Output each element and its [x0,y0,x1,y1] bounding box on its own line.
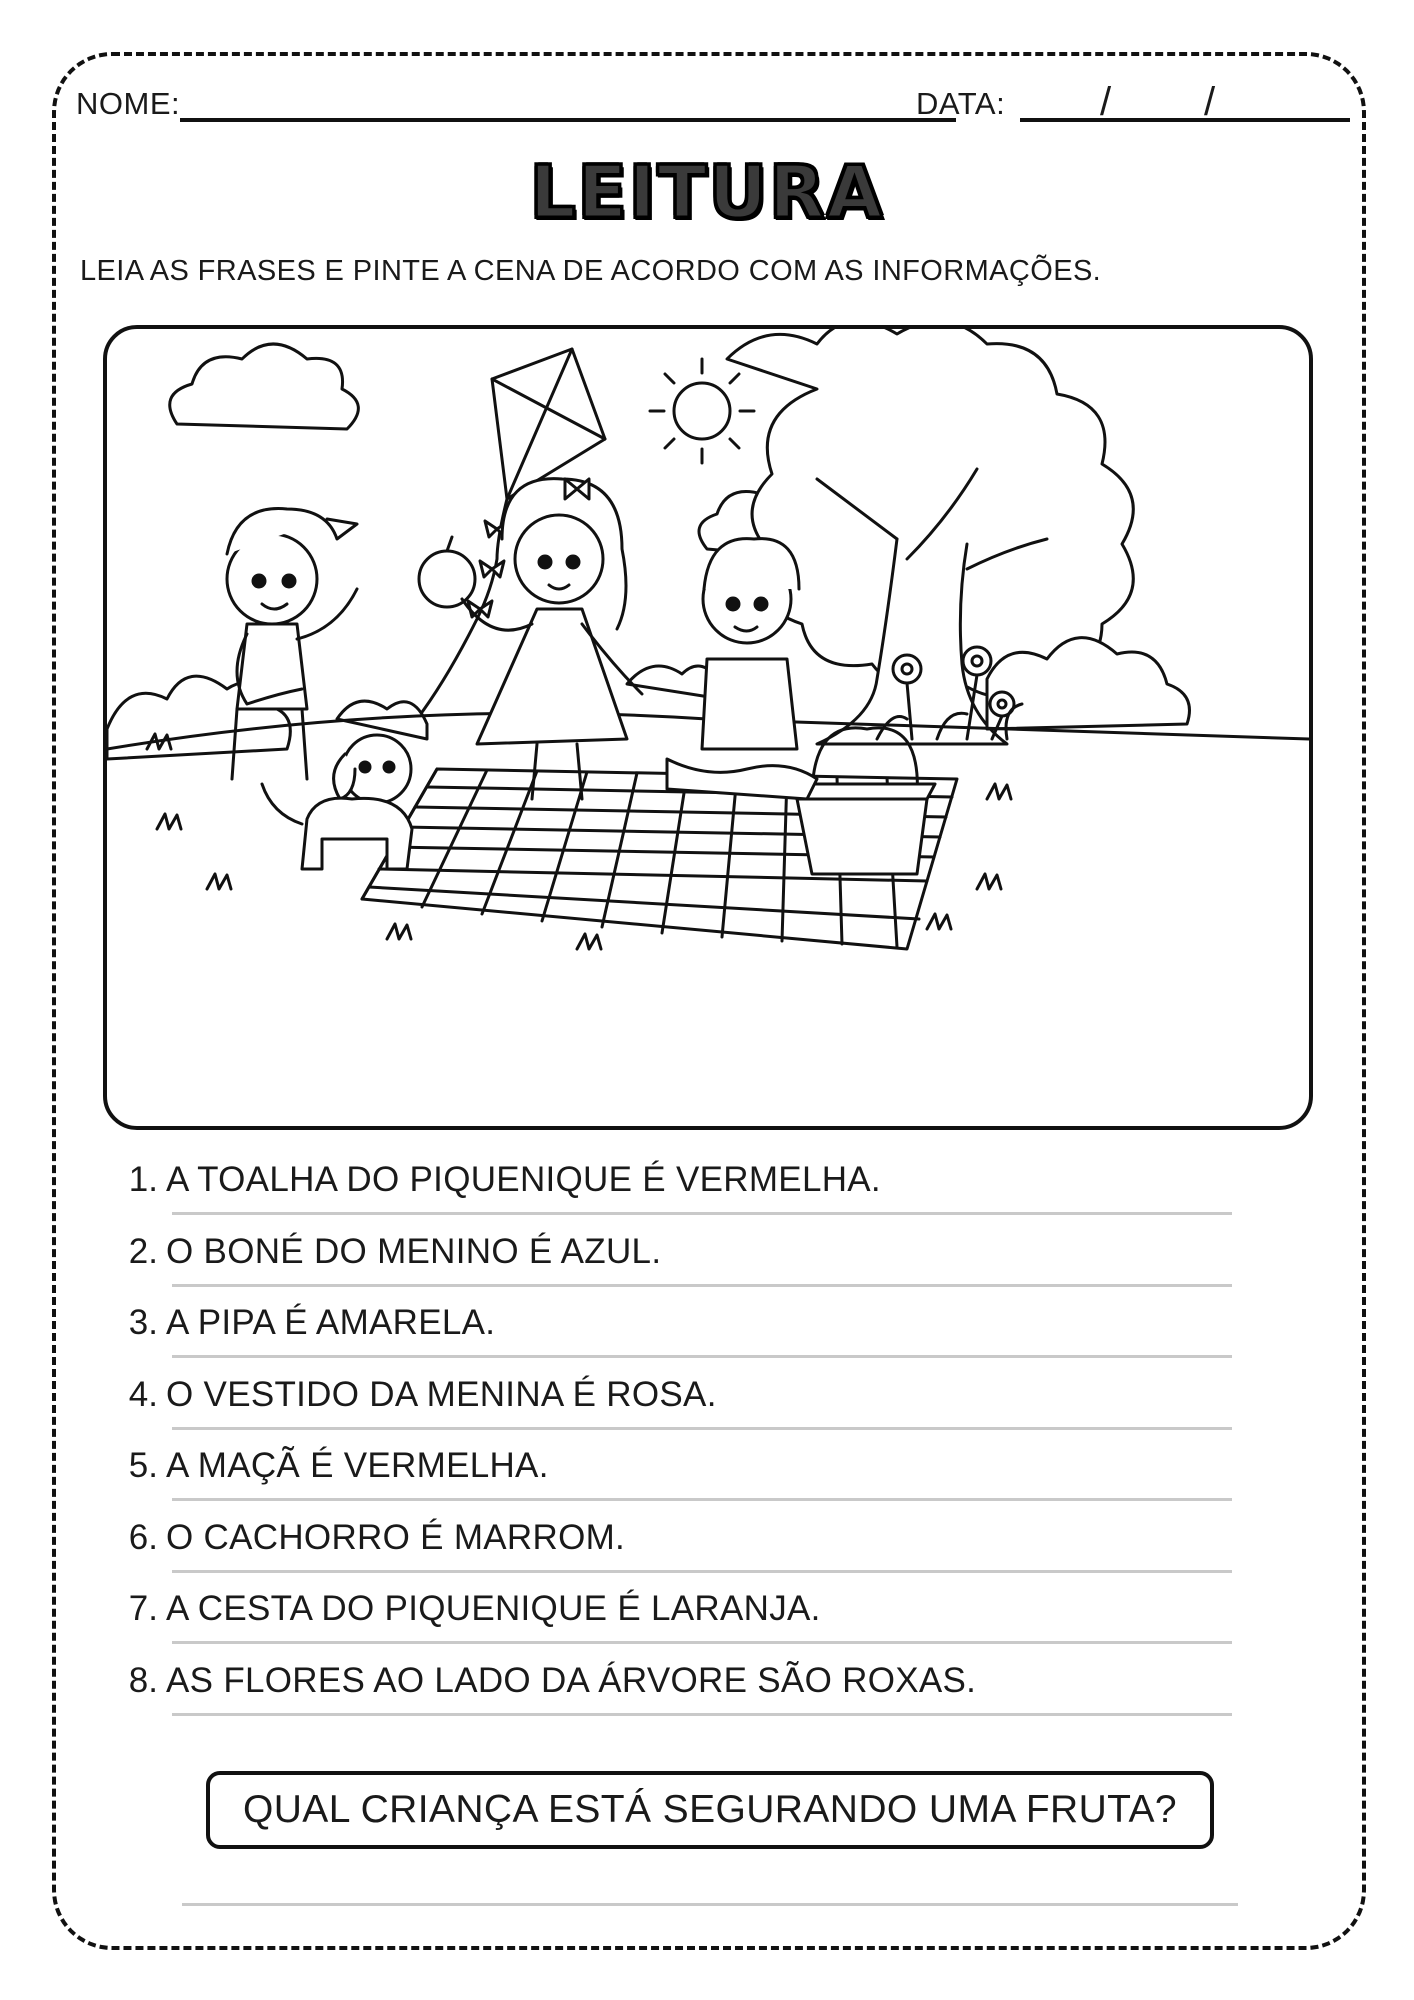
list-number: 6. [128,1517,158,1557]
list-item [110,1446,1230,1518]
sentence-text: O CACHORRO É MARROM. [166,1517,626,1557]
date-separator-1: / [1100,80,1112,124]
writing-line [172,1641,1232,1644]
list-item [110,1375,1230,1447]
writing-line [172,1427,1232,1430]
sentence-text: A TOALHA DO PIQUENIQUE É VERMELHA. [166,1160,881,1199]
writing-line [172,1498,1232,1501]
list-item [110,1589,1230,1661]
list-number: 5. [128,1446,158,1485]
dog-icon [262,735,412,869]
list-item [110,1661,1230,1733]
name-field[interactable] [180,118,956,122]
list-number: 8. [128,1660,158,1700]
sentence-text: A PIPA É AMARELA. [166,1303,496,1342]
date-field[interactable] [1020,118,1350,122]
writing-line [172,1570,1232,1573]
list-number: 4. [128,1374,158,1414]
list-number: 2. [128,1231,158,1271]
header-row [76,82,1346,126]
list-number: 3. [128,1303,158,1342]
list-number: 1. [128,1160,158,1199]
sentence-text: O BONÉ DO MENINO É AZUL. [166,1231,662,1271]
sentence-list [110,1160,1230,1732]
list-item [110,1160,1230,1232]
instructions: LEIA AS FRASES E PINTE A CENA DE ACORDO COM AS INFORMAÇÕES. [80,255,1102,287]
date-label: DATA: [916,86,1006,121]
cloud-left-icon [170,344,359,429]
page-title: LEITURA [529,150,885,234]
apple-icon [419,551,475,607]
girl-with-apple-icon [419,479,642,799]
writing-line [172,1284,1232,1287]
list-item [110,1232,1230,1304]
question-box: QUAL CRIANÇA ESTÁ SEGURANDO UMA FRUTA? [206,1771,1214,1849]
picnic-scene-frame [103,325,1313,1130]
sentence-text: AS FLORES AO LADO DA ÁRVORE SÃO ROXAS. [166,1660,977,1700]
sentence-text: A CESTA DO PIQUENIQUE É LARANJA. [166,1589,821,1628]
writing-line [172,1713,1232,1716]
sentence-text: O VESTIDO DA MENINA É ROSA. [166,1374,717,1414]
sun-icon [650,359,754,463]
answer-line[interactable] [182,1903,1238,1906]
list-item [110,1303,1230,1375]
name-label: NOME: [76,86,181,121]
picnic-basket-icon [797,728,935,874]
date-separator-2: / [1204,80,1216,124]
list-item [110,1518,1230,1590]
list-number: 7. [128,1589,158,1628]
writing-line [172,1212,1232,1215]
writing-line [172,1355,1232,1358]
picnic-coloring-scene [107,329,1309,1126]
sentence-text: A MAÇÃ É VERMELHA. [166,1446,549,1485]
